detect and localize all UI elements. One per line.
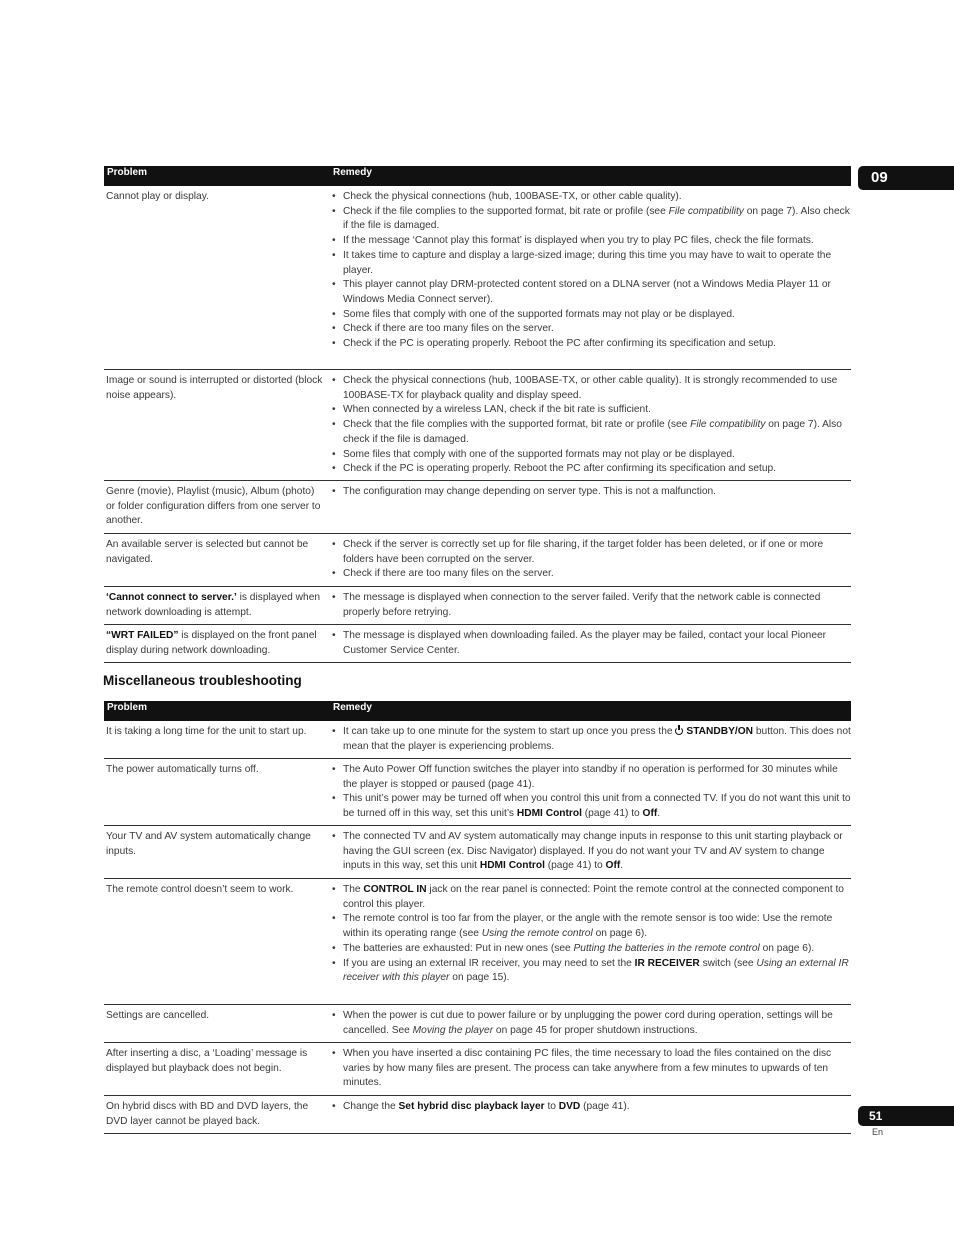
remedy-cell bbox=[328, 1005, 851, 1042]
text-segment: Cannot play or display. bbox=[106, 191, 209, 202]
remedy-item bbox=[328, 322, 851, 337]
table-row bbox=[104, 1043, 851, 1096]
remedy-item bbox=[328, 190, 851, 205]
text-segment: This unit’s power may be turned off when you control this unit from a connected TV. If you do not want this unit to be turned off in this way, set this unit’s bbox=[343, 793, 851, 820]
table-row bbox=[104, 186, 851, 370]
italic-reference: File compatibility bbox=[690, 419, 766, 431]
remedy-cell bbox=[328, 879, 851, 1004]
text-segment: Check the physical connections (hub, 100BASE-TX, or other cable quality). bbox=[343, 191, 682, 202]
remedy-list bbox=[328, 830, 851, 874]
remedy-item bbox=[328, 205, 851, 234]
remedy-cell bbox=[328, 186, 851, 369]
page-number-tab: 51 bbox=[858, 1106, 954, 1126]
remedy-item bbox=[328, 629, 851, 658]
table-row bbox=[104, 826, 851, 879]
text-segment: is displayed when network downloading is attempt. bbox=[106, 592, 321, 618]
remedy-list bbox=[328, 538, 851, 582]
table-row bbox=[104, 625, 851, 663]
table-row bbox=[104, 481, 851, 534]
table-row bbox=[104, 759, 851, 826]
remedy-list bbox=[328, 591, 851, 620]
problem-cell bbox=[104, 481, 328, 533]
text-segment: The bbox=[343, 884, 364, 895]
chapter-number-tab: 09 bbox=[858, 166, 954, 190]
table-row bbox=[104, 1096, 851, 1134]
text-segment: The remote control doesn’t seem to work. bbox=[106, 884, 294, 895]
remedy-cell bbox=[328, 759, 851, 825]
italic-reference: File compatibility bbox=[668, 205, 744, 217]
header-problem: Problem bbox=[107, 702, 148, 713]
header-remedy: Remedy bbox=[333, 167, 372, 178]
problem-cell bbox=[104, 1096, 328, 1133]
text-segment: Check if the PC is operating properly. Reboot the PC after confirming its specification and setup. bbox=[343, 463, 776, 475]
italic-reference: Using the remote control bbox=[481, 928, 593, 940]
remedy-list bbox=[328, 190, 851, 352]
remedy-item bbox=[328, 912, 851, 941]
remedy-item bbox=[328, 308, 851, 323]
remedy-item bbox=[328, 792, 851, 821]
remedy-list bbox=[328, 1009, 851, 1038]
text-segment: The configuration may change depending on server type. This is not a malfunction. bbox=[343, 486, 717, 497]
remedy-cell bbox=[328, 534, 851, 586]
text-segment: When connected by a wireless LAN, check if the bit rate is sufficient. bbox=[343, 404, 651, 416]
text-segment: Check if the file complies to the supported format, bit rate or profile (see bbox=[343, 205, 669, 217]
table-row bbox=[104, 879, 851, 1005]
text-segment: on page 6). bbox=[592, 928, 648, 940]
table-row bbox=[104, 1005, 851, 1043]
text-segment: (page 41) to bbox=[581, 808, 643, 820]
remedy-cell bbox=[328, 826, 851, 878]
table-row bbox=[104, 370, 851, 481]
remedy-cell bbox=[328, 721, 851, 758]
text-segment: Check if the server is correctly set up for file sharing, if the target folder has been deleted, or if one or more folders have been corrupted on the server. bbox=[343, 539, 824, 565]
bold-text: DVD bbox=[558, 1101, 581, 1112]
text-segment: If you are using an external IR receiver, you may need to set the bbox=[343, 957, 635, 969]
text-segment: jack on the rear panel is connected: Point the remote control at the connected component to control this player. bbox=[343, 884, 844, 910]
problem-cell bbox=[104, 625, 328, 662]
remedy-list bbox=[328, 763, 851, 822]
bold-text: IR RECEIVER bbox=[634, 957, 700, 969]
text-segment: Check if there are too many files on the server. bbox=[343, 568, 554, 580]
bold-text: HDMI Control bbox=[516, 808, 582, 820]
remedy-cell bbox=[328, 587, 851, 624]
text-segment: Some files that comply with one of the supported formats may not play or be displayed. bbox=[343, 308, 735, 320]
remedy-item bbox=[328, 278, 851, 307]
remedy-list bbox=[328, 1047, 851, 1091]
text-segment: on page 45 for proper shutdown instructions. bbox=[493, 1024, 698, 1036]
problem-cell bbox=[104, 186, 328, 369]
bold-text: ‘Cannot connect to server.’ bbox=[106, 592, 237, 603]
italic-reference: Moving the player bbox=[412, 1024, 494, 1036]
italic-reference: Putting the batteries in the remote control bbox=[573, 942, 760, 954]
problem-cell bbox=[104, 587, 328, 624]
problem-cell bbox=[104, 370, 328, 480]
remedy-cell bbox=[328, 625, 851, 662]
remedy-item bbox=[328, 462, 851, 477]
problem-cell bbox=[104, 534, 328, 586]
remedy-item bbox=[328, 374, 851, 403]
text-segment: on page 7). Also check if the file is damaged. bbox=[343, 419, 842, 445]
text-segment: to bbox=[544, 1101, 559, 1112]
text-segment: Check if the PC is operating properly. Reboot the PC after confirming its specification and setup. bbox=[343, 338, 776, 350]
text-segment: The batteries are exhausted: Put in new ones (see bbox=[343, 942, 574, 954]
italic-reference: Using an external IR receiver with this player bbox=[343, 957, 849, 984]
troubleshooting-table-network bbox=[104, 166, 851, 663]
remedy-item bbox=[328, 1100, 851, 1115]
remedy-item bbox=[328, 403, 851, 418]
remedy-cell bbox=[328, 1096, 851, 1133]
remedy-list bbox=[328, 1100, 851, 1115]
text-segment: An available server is selected but cannot be navigated. bbox=[106, 539, 309, 565]
text-segment: Image or sound is interrupted or distorted (block noise appears). bbox=[106, 375, 323, 401]
remedy-item bbox=[328, 418, 851, 447]
remedy-list bbox=[328, 725, 851, 754]
bold-text: Off bbox=[605, 860, 621, 872]
text-segment: on page 7). Also check if the file is damaged. bbox=[343, 205, 850, 232]
problem-cell bbox=[104, 879, 328, 1004]
section-heading: Miscellaneous troubleshooting bbox=[103, 673, 302, 688]
remedy-list bbox=[328, 629, 851, 658]
text-segment: . bbox=[657, 808, 661, 820]
text-segment: on page 15). bbox=[449, 972, 510, 984]
table-body bbox=[104, 186, 851, 663]
text-segment: It can take up to one minute for the system to start up once you press the bbox=[343, 726, 676, 737]
table-row bbox=[104, 587, 851, 625]
problem-cell bbox=[104, 826, 328, 878]
remedy-cell bbox=[328, 481, 851, 533]
remedy-item bbox=[328, 249, 851, 278]
remedy-item bbox=[328, 567, 851, 582]
remedy-list bbox=[328, 883, 851, 986]
text-segment: It is taking a long time for the unit to start up. bbox=[106, 726, 307, 737]
remedy-item bbox=[328, 883, 851, 912]
bold-text: Set hybrid disc playback layer bbox=[398, 1101, 545, 1112]
text-segment: Check the physical connections (hub, 100BASE-TX, or other cable quality). It is strongly recommended to use 100BASE-TX for playback quality and display speed. bbox=[343, 375, 838, 401]
remedy-cell bbox=[328, 370, 851, 480]
text-segment: button. This does not mean that the player is experiencing problems. bbox=[343, 726, 851, 752]
table-header bbox=[104, 166, 851, 186]
text-segment: When the power is cut due to power failure or by unplugging the power cord during operation, settings will be cancelled. See bbox=[343, 1010, 833, 1036]
header-problem: Problem bbox=[107, 167, 148, 178]
text-segment: The connected TV and AV system automatically may change inputs in response to this unit starting playback or having the GUI screen (ex. Disc Navigator) displayed. If you do not want your TV and AV system to change inputs in this way, set this unit bbox=[343, 831, 843, 872]
table-row bbox=[104, 534, 851, 587]
bold-text: STANDBY/ON bbox=[686, 726, 754, 737]
remedy-item bbox=[328, 448, 851, 463]
text-segment: Genre (movie), Playlist (music), Album (photo) or folder configuration differs from one server to another. bbox=[106, 486, 321, 527]
power-icon bbox=[675, 727, 683, 735]
remedy-item bbox=[328, 538, 851, 567]
text-segment: . bbox=[620, 860, 624, 872]
remedy-item bbox=[328, 485, 851, 500]
language-label: En bbox=[872, 1127, 884, 1137]
text-segment: on page 6). bbox=[759, 942, 815, 954]
text-segment: The message is displayed when downloading failed. As the player may be failed, contact your local Pioneer Customer Service Center. bbox=[343, 630, 827, 656]
table-body bbox=[104, 721, 851, 1134]
remedy-item bbox=[328, 337, 851, 352]
remedy-item bbox=[328, 763, 851, 792]
remedy-item bbox=[328, 234, 851, 249]
troubleshooting-table-misc bbox=[104, 701, 851, 1134]
remedy-item bbox=[328, 942, 851, 957]
bold-text: HDMI Control bbox=[479, 860, 545, 872]
text-segment: When you have inserted a disc containing PC files, the time necessary to load the files contained on the disc varies by how many files are present. The process can take anywhere from a few minutes to upwards of ten minutes. bbox=[343, 1048, 832, 1089]
bold-text: “WRT FAILED” bbox=[106, 630, 179, 641]
problem-cell bbox=[104, 1043, 328, 1095]
remedy-item bbox=[328, 725, 851, 754]
remedy-cell bbox=[328, 1043, 851, 1095]
remedy-item bbox=[328, 830, 851, 874]
text-segment: The message is displayed when connection to the server failed. Verify that the network cable is connected properly before retrying. bbox=[343, 592, 821, 618]
remedy-item bbox=[328, 591, 851, 620]
text-segment: It takes time to capture and display a large-sized image; during this time you may have to wait to operate the player. bbox=[343, 249, 832, 276]
text-segment: Check that the file complies with the supported format, bit rate or profile (see bbox=[343, 419, 691, 431]
problem-cell bbox=[104, 1005, 328, 1042]
table-header bbox=[104, 701, 851, 721]
remedy-list bbox=[328, 485, 851, 500]
text-segment: The remote control is too far from the player, or the angle with the remote sensor is too wide: Use the remote within its operating range (see bbox=[343, 913, 833, 940]
remedy-list bbox=[328, 374, 851, 477]
text-segment: Change the bbox=[343, 1101, 399, 1112]
bold-text: CONTROL IN bbox=[363, 884, 427, 895]
text-segment: Check if there are too many files on the server. bbox=[343, 323, 554, 335]
text-segment: is displayed on the front panel display during network downloading. bbox=[106, 630, 317, 656]
table-row bbox=[104, 721, 851, 759]
text-segment: switch (see bbox=[699, 957, 757, 969]
text-segment: Settings are cancelled. bbox=[106, 1010, 210, 1021]
problem-cell bbox=[104, 759, 328, 825]
remedy-item bbox=[328, 957, 851, 986]
remedy-item bbox=[328, 1047, 851, 1091]
text-segment: After inserting a disc, a ‘Loading’ message is displayed but playback does not begin. bbox=[106, 1048, 308, 1074]
text-segment: (page 41) to bbox=[544, 860, 606, 872]
remedy-item bbox=[328, 1009, 851, 1038]
problem-cell bbox=[104, 721, 328, 758]
text-segment: This player cannot play DRM-protected content stored on a DLNA server (not a Windows Media Player 11 or Windows Media Connect server). bbox=[343, 279, 831, 305]
text-segment: On hybrid discs with BD and DVD layers, the DVD layer cannot be played back. bbox=[106, 1101, 309, 1127]
text-segment: (page 41). bbox=[580, 1101, 630, 1112]
text-segment: If the message ‘Cannot play this format’ is displayed when you try to play PC files, check the file formats. bbox=[343, 235, 814, 247]
text-segment: The power automatically turns off. bbox=[106, 764, 259, 775]
text-segment: The Auto Power Off function switches the player into standby if no operation is performed for 30 minutes while the player is stopped or paused (page 41). bbox=[343, 764, 838, 790]
text-segment: Some files that comply with one of the supported formats may not play or be displayed. bbox=[343, 448, 735, 460]
text-segment: Your TV and AV system automatically change inputs. bbox=[106, 831, 311, 857]
bold-text: Off bbox=[642, 808, 658, 820]
header-remedy: Remedy bbox=[333, 702, 372, 713]
